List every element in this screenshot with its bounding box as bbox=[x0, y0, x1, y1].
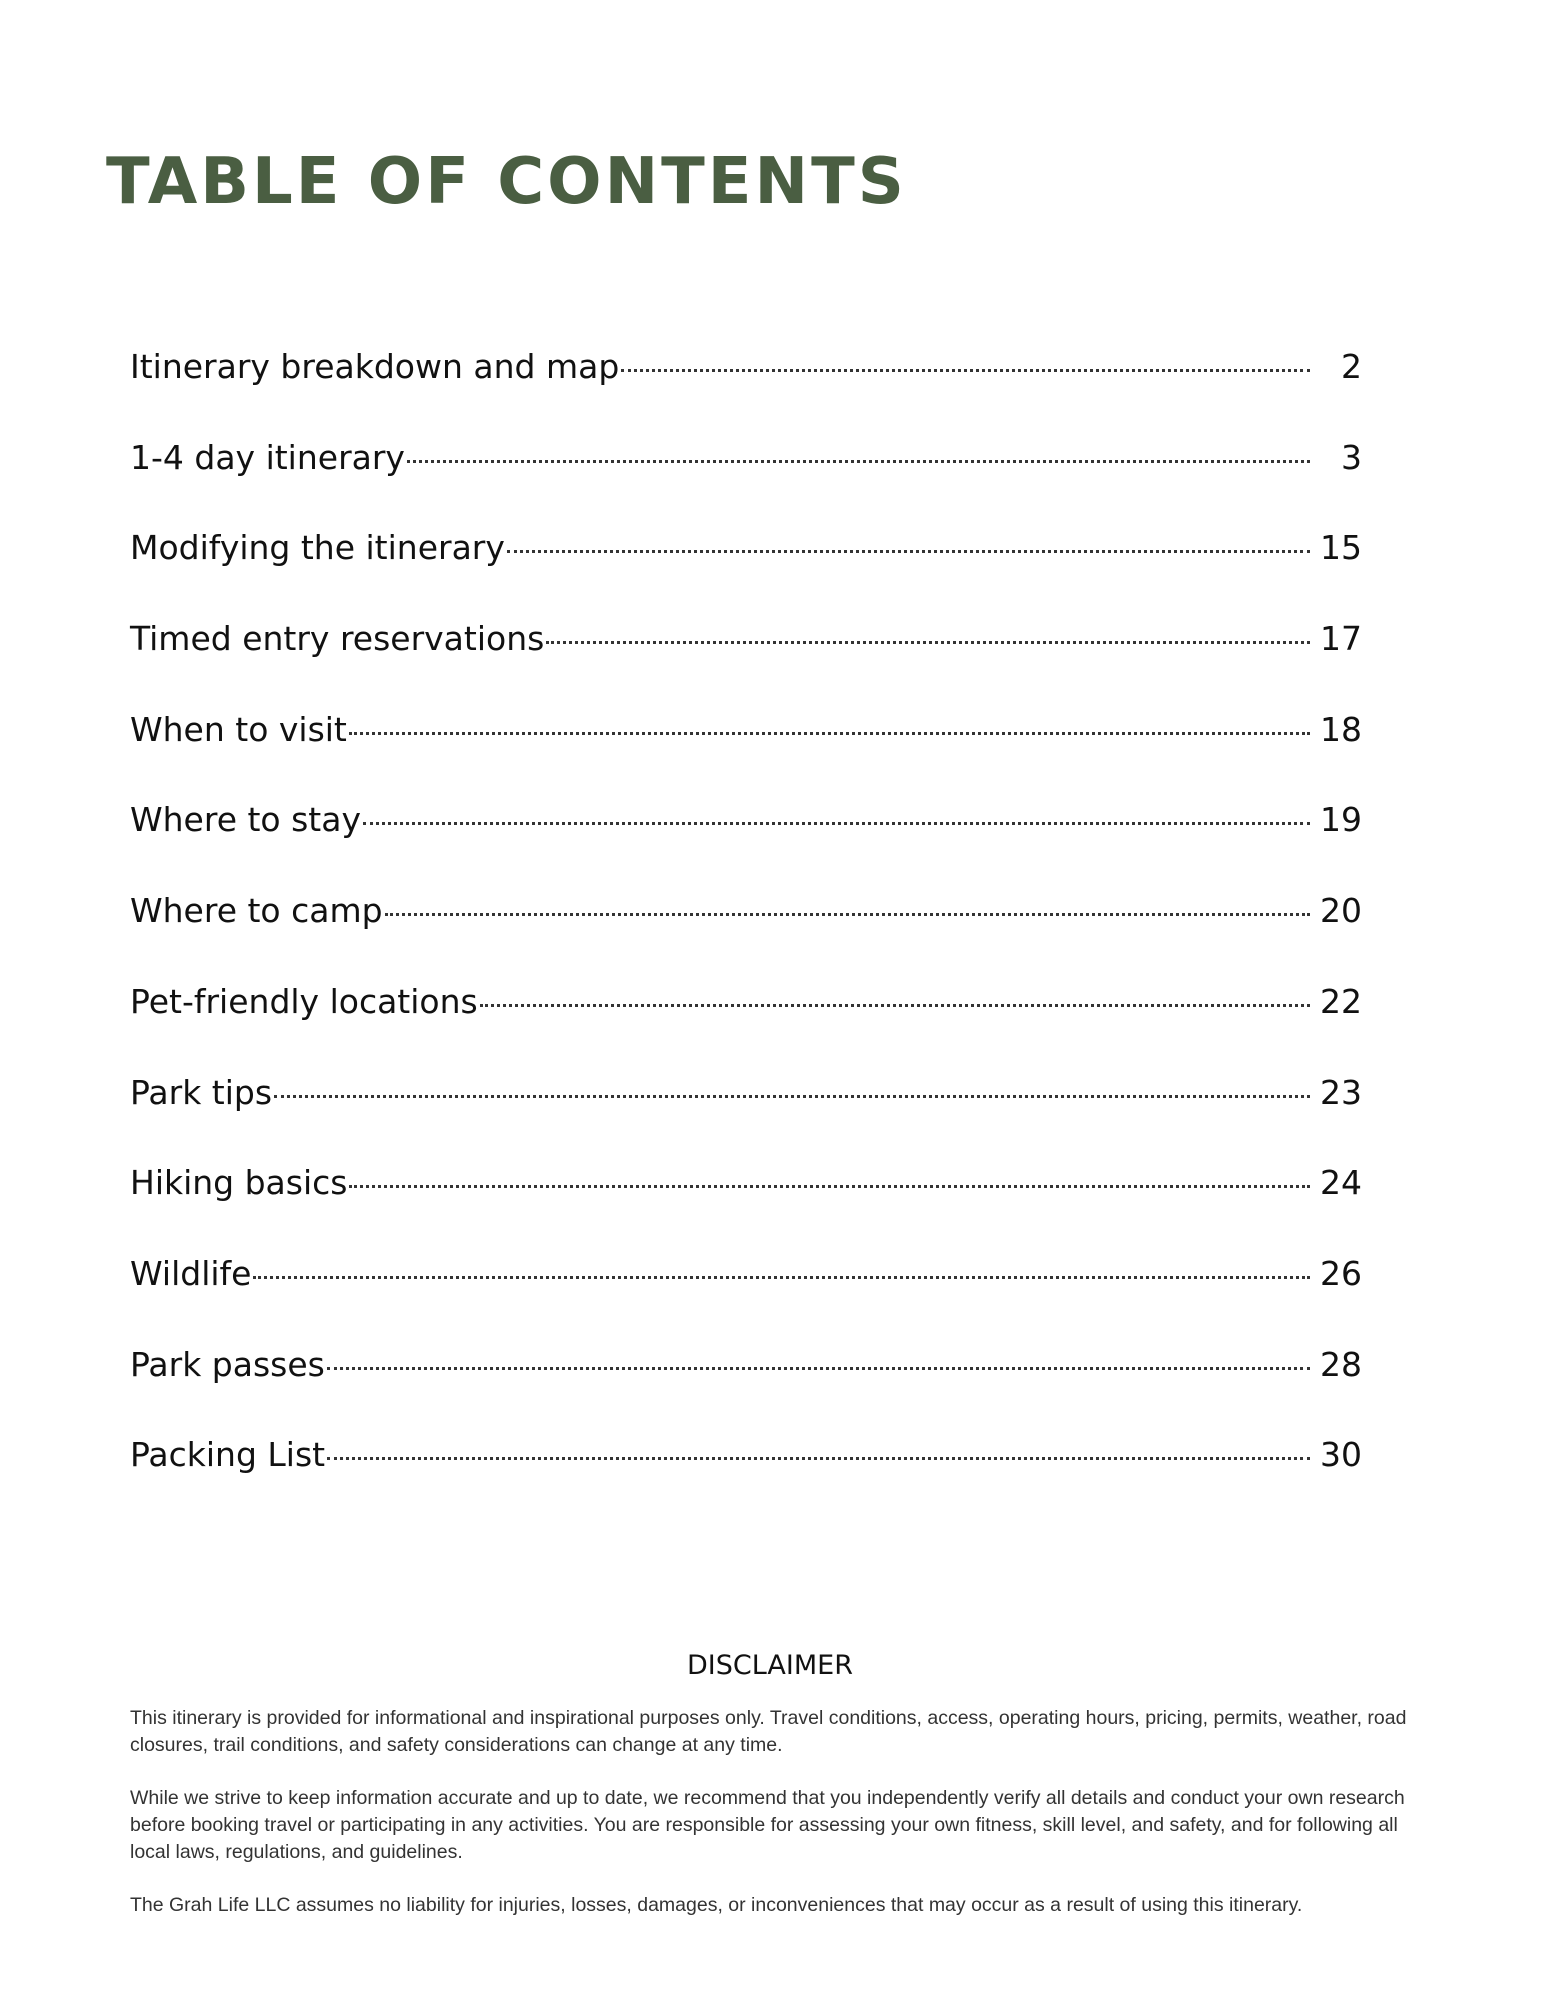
dot-leader bbox=[349, 1185, 1310, 1188]
dot-leader bbox=[363, 822, 1310, 825]
toc-entry-page-number: 22 bbox=[1320, 981, 1362, 1021]
toc-entry-page-number: 3 bbox=[1341, 437, 1362, 477]
dot-leader bbox=[480, 1004, 1310, 1007]
toc-entry-when-to-visit[interactable] bbox=[130, 709, 1362, 804]
disclaimer-paragraph: While we strive to keep information accurate and up to date, we recommend that you independently verify all details and conduct your own research before booking travel or participating in any activities. You are responsible for assessing your own fitness, skill level, and safety, and for following all local laws, regulations, and guidelines. bbox=[130, 1787, 1405, 1863]
toc-entry-label: Packing List bbox=[130, 1435, 326, 1475]
toc-entry-label: Wildlife bbox=[130, 1253, 252, 1293]
toc-entry-page-number: 20 bbox=[1320, 891, 1362, 931]
toc-entry-modifying-itinerary[interactable] bbox=[130, 528, 1362, 622]
toc-entry-day-itinerary[interactable] bbox=[130, 437, 1362, 532]
disclaimer-paragraph: The Grah Life LLC assumes no liability for injuries, losses, damages, or inconveniences that may occur as a result of using this itinerary. bbox=[130, 1894, 1303, 1916]
toc-entry-where-to-stay[interactable] bbox=[130, 800, 1362, 894]
toc-entry-label: Where to stay bbox=[130, 800, 361, 840]
disclaimer-heading: DISCLAIMER bbox=[687, 1650, 853, 1681]
toc-entry-page-number: 15 bbox=[1320, 528, 1362, 568]
toc-entry-page-number: 30 bbox=[1320, 1435, 1362, 1475]
toc-entry-label: When to visit bbox=[130, 709, 347, 749]
toc-entry-wildlife[interactable] bbox=[130, 1253, 1362, 1348]
toc-entry-page-number: 24 bbox=[1320, 1163, 1362, 1203]
dot-leader bbox=[327, 1367, 1310, 1370]
toc-entry-park-passes[interactable] bbox=[130, 1344, 1362, 1439]
toc-entry-label: Itinerary breakdown and map bbox=[130, 347, 620, 386]
table-of-contents bbox=[130, 347, 1362, 1529]
toc-entry-pet-friendly[interactable] bbox=[130, 981, 1362, 1076]
dot-leader bbox=[253, 1276, 1310, 1279]
toc-entry-label: Park passes bbox=[130, 1344, 325, 1384]
dot-leader bbox=[274, 1095, 1310, 1098]
dot-leader bbox=[507, 550, 1310, 553]
dot-leader bbox=[621, 369, 1310, 372]
toc-entry-page-number: 28 bbox=[1320, 1344, 1362, 1384]
toc-entry-itinerary-breakdown[interactable] bbox=[130, 347, 1362, 441]
dot-leader bbox=[546, 641, 1310, 644]
toc-entry-packing-list[interactable] bbox=[130, 1435, 1362, 1529]
toc-entry-label: Where to camp bbox=[130, 891, 383, 931]
toc-entry-label: 1-4 day itinerary bbox=[130, 437, 405, 477]
toc-entry-label: Timed entry reservations bbox=[130, 619, 545, 659]
toc-entry-page-number: 17 bbox=[1320, 619, 1362, 659]
disclaimer-paragraph: This itinerary is provided for informational and inspirational purposes only. Travel conditions, access, operating hours, pricing, permits, weather, road closures, trail conditions, and safety considerations can change at any time. bbox=[130, 1707, 1407, 1756]
toc-entry-page-number: 18 bbox=[1320, 709, 1362, 749]
toc-entry-park-tips[interactable] bbox=[130, 1072, 1362, 1167]
toc-entry-where-to-camp[interactable] bbox=[130, 891, 1362, 985]
page-title: TABLE OF CONTENTS bbox=[106, 145, 907, 219]
disclaimer-section bbox=[130, 1650, 1410, 1945]
toc-entry-page-number: 19 bbox=[1320, 800, 1362, 840]
toc-entry-label: Modifying the itinerary bbox=[130, 528, 505, 568]
toc-entry-page-number: 23 bbox=[1320, 1072, 1362, 1112]
toc-entry-page-number: 26 bbox=[1320, 1253, 1362, 1293]
dot-leader bbox=[407, 460, 1310, 463]
toc-entry-label: Park tips bbox=[130, 1072, 273, 1112]
dot-leader bbox=[349, 732, 1310, 735]
dot-leader bbox=[385, 913, 1310, 916]
toc-entry-timed-entry[interactable] bbox=[130, 619, 1362, 713]
toc-entry-hiking-basics[interactable] bbox=[130, 1163, 1362, 1257]
dot-leader bbox=[327, 1457, 1310, 1460]
toc-entry-page-number: 2 bbox=[1341, 347, 1362, 386]
toc-entry-label: Pet-friendly locations bbox=[130, 981, 478, 1021]
toc-entry-label: Hiking basics bbox=[130, 1163, 348, 1203]
